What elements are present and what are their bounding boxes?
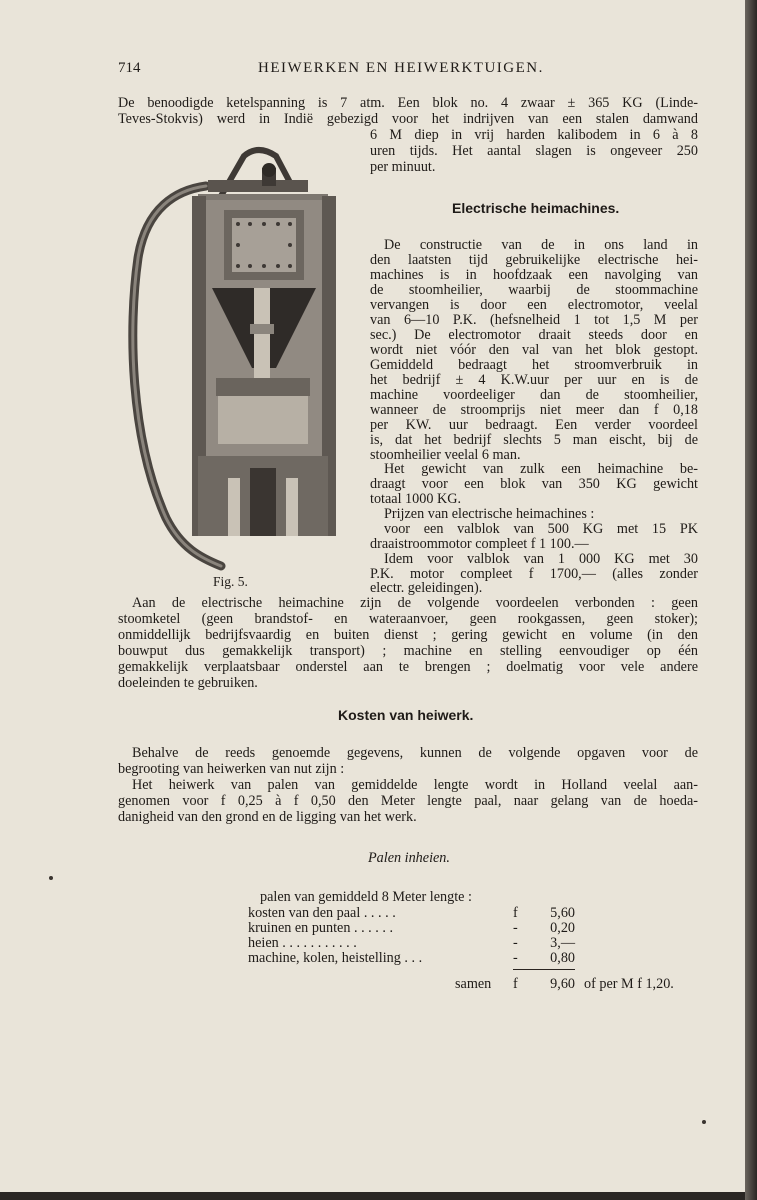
text-line: doeleinden te gebruiken.: [118, 675, 258, 691]
page-number: 714: [118, 60, 141, 76]
text-line: danigheid van den grond en de ligging van het werk.: [118, 809, 417, 825]
text-line: Het gewicht van zulk een heimachine be-: [384, 461, 698, 477]
text-line: onmiddellijk bedrijfsvaardig en buiten dienst ; gering gewicht en volume (in den: [118, 627, 698, 643]
total-currency: f: [513, 976, 518, 992]
text-line: Aan de electrische heimachine zijn de volgende voordeelen verbonden : geen: [132, 595, 698, 611]
text-line: het bedrijf ± 4 K.W.uur per uur en is de: [370, 372, 698, 388]
table-row-currency: f: [513, 905, 518, 921]
sum-rule: [513, 969, 575, 970]
text-line: Behalve de reeds genoemde gegevens, kunnen de volgende opgaven voor de: [132, 745, 698, 761]
table-subtitle: palen van gemiddeld 8 Meter lengte :: [260, 889, 472, 905]
text-line: machine voordeeliger dan de stoomheilier,: [370, 387, 698, 403]
text-line: Gemiddeld bedraagt het stroomverbruik in: [370, 357, 698, 373]
scan-speck: [702, 1120, 706, 1124]
text-line: wanneer de stroomprijs niet meer dan f 0,18: [370, 402, 698, 418]
text-line: totaal 1000 KG.: [370, 491, 462, 507]
text-line: draagt voor een blok van 350 KG gewicht: [370, 476, 698, 492]
text-line: stoomheilier veelal 6 man.: [370, 447, 521, 463]
table-row-value: 5,60: [550, 905, 575, 921]
table-row-currency: -: [513, 935, 518, 951]
text-line: draaistroommotor compleet f 1 100.—: [370, 536, 589, 552]
intro-line: De benoodigde ketelspanning is 7 atm. Een blok no. 4 zwaar ± 365 KG (Linde-: [118, 95, 698, 111]
text-line: van 6—10 P.K. (hefsnelheid 1 tot 1,5 M per: [370, 312, 698, 328]
table-row-label: heien . . . . . . . . . . .: [248, 935, 357, 951]
table-row-currency: -: [513, 920, 518, 936]
text-line: per KW. uur bedraagt. Een verder voordeel: [370, 417, 698, 433]
table-row-value: 0,20: [550, 920, 575, 936]
text-line: wordt niet vóór den val van het blok gestopt.: [370, 342, 698, 358]
text-line: Prijzen van electrische heimachines :: [384, 506, 595, 522]
table-row-value: 3,—: [550, 935, 575, 951]
section-heading: Electrische heimachines.: [452, 200, 620, 216]
intro-line: Teves-Stokvis) werd in Indië gebezigd voor het indrijven van een stalen damwand: [118, 111, 698, 127]
text-line: P.K. motor compleet f 1700,— (alles zonder: [370, 566, 698, 582]
book-spine-shadow: [745, 0, 757, 1200]
table-row-currency: -: [513, 950, 518, 966]
text-line: machines is in hoofdzaak een navolging van: [370, 267, 698, 283]
text-line: de stoomheilier, waarbij de stoommachine: [370, 282, 698, 298]
table-row-label: kosten van den paal . . . . .: [248, 905, 396, 921]
table-title: Palen inheien.: [368, 850, 450, 866]
text-line: voor een valblok van 500 KG met 15 PK: [384, 521, 698, 537]
intro-line: per minuut.: [370, 159, 436, 175]
total-label: samen: [455, 976, 492, 992]
section-heading: Kosten van heiwerk.: [338, 707, 474, 723]
steam-pile-hammer-illustration: [126, 138, 358, 578]
text-line: sec.) De electromotor draait steeds door en: [370, 327, 698, 343]
text-line: is, dat het bedrijf slechts 5 man eischt, bij de: [370, 432, 698, 448]
figure-caption: Fig. 5.: [213, 574, 248, 589]
total-value: 9,60: [550, 976, 575, 992]
text-line: den laatsten tijd gebruikelijke electrische hei-: [370, 252, 698, 268]
intro-line: 6 M diep in vrij harden kalibodem in 6 à 8: [370, 127, 698, 143]
text-line: Idem voor valblok van 1 000 KG met 30: [384, 551, 698, 567]
running-head: HEIWERKEN EN HEIWERKTUIGEN.: [258, 60, 544, 76]
total-note: of per M f 1,20.: [584, 976, 674, 992]
intro-line: uren tijds. Het aantal slagen is ongeveer 250: [370, 143, 698, 159]
page-header: [118, 60, 698, 84]
text-line: gemakkelijk verplaatsbaar onderstel aan te brengen ; doelmatig voor vele andere: [118, 659, 698, 675]
text-line: bouwput dus gemakkelijk transport) ; machine en stelling eenvoudiger op één: [118, 643, 698, 659]
text-line: vervangen is door een electromotor, veelal: [370, 297, 698, 313]
text-line: stoomketel (geen brandstof- en wateraanvoer, geen rookgassen, geen stoker);: [118, 611, 698, 627]
table-row-label: machine, kolen, heistelling . . .: [248, 950, 423, 966]
text-line: Het heiwerk van palen van gemiddelde lengte wordt in Holland veelal aan-: [132, 777, 698, 793]
table-row-value: 0,80: [550, 950, 575, 966]
text-line: genomen voor f 0,25 à f 0,50 den Meter lengte paal, naar gelang van de hoeda-: [118, 793, 698, 809]
text-line: begrooting van heiwerken van nut zijn :: [118, 761, 345, 777]
text-line: electr. geleidingen).: [370, 580, 483, 596]
text-line: De constructie van de in ons land in: [384, 237, 698, 253]
scan-speck: [49, 876, 53, 880]
table-row-label: kruinen en punten . . . . . .: [248, 920, 393, 936]
